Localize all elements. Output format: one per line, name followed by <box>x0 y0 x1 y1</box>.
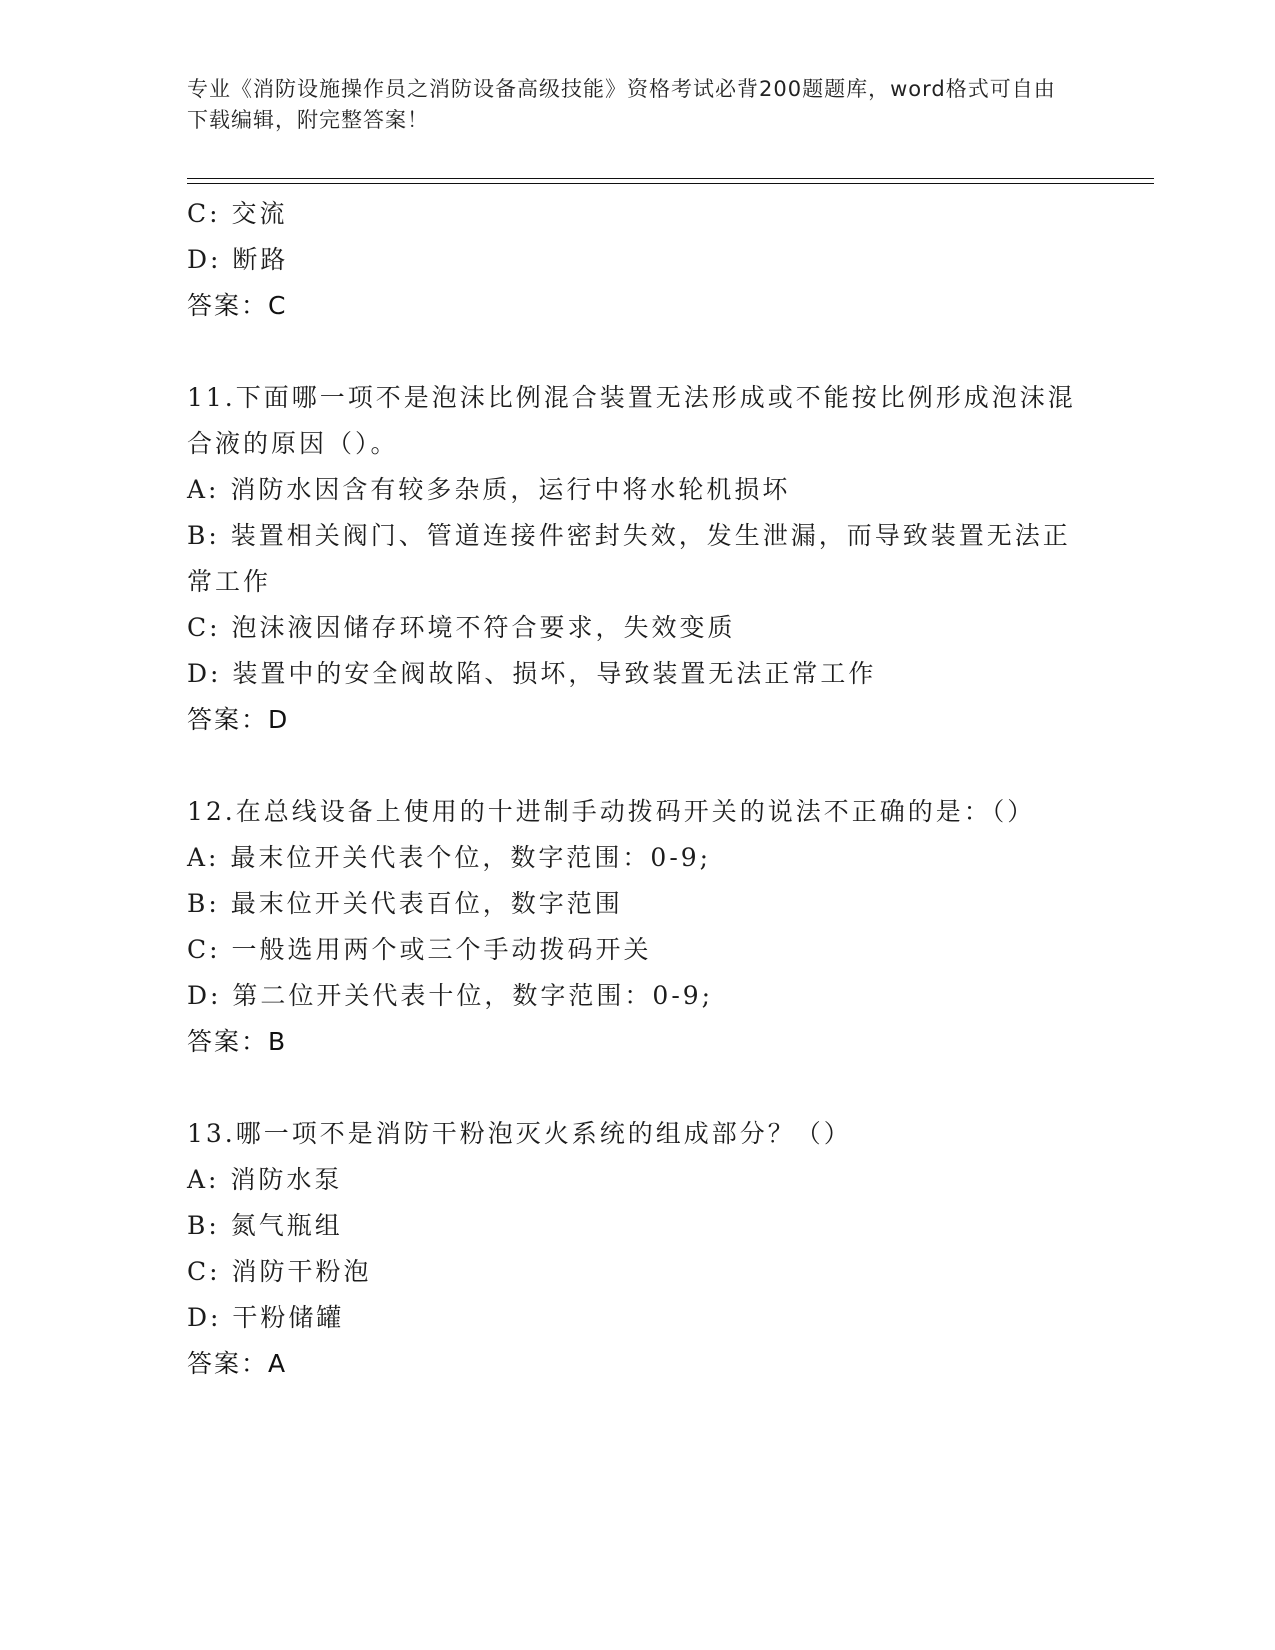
option-c: C: 消防干粉泡 <box>187 1257 372 1286</box>
document-header-title: 专业《消防设施操作员之消防设备高级技能》资格考试必背200题题库，word格式可自由下载编辑，附完整答案！ <box>187 77 1056 132</box>
option-b: B: 最末位开关代表百位，数字范围 <box>187 889 623 918</box>
question-12 <box>187 789 1077 1065</box>
question-11 <box>187 375 1077 743</box>
previous-question-tail <box>187 191 1077 329</box>
answer-line: 答案：A <box>187 1349 288 1378</box>
option-d: D: 断路 <box>187 245 289 274</box>
answer-line: 答案：D <box>187 705 290 734</box>
question-content <box>187 191 1077 1387</box>
option-c: C: 交流 <box>187 199 288 228</box>
question-13 <box>187 1111 1077 1387</box>
answer-line: 答案：B <box>187 1027 288 1056</box>
option-c: C: 一般选用两个或三个手动拨码开关 <box>187 935 652 964</box>
option-a: A: 消防水泵 <box>187 1165 343 1194</box>
option-d: D: 装置中的安全阀故陷、损坏，导致装置无法正常工作 <box>187 659 877 688</box>
header-divider-top <box>187 178 1154 179</box>
question-stem: 12.在总线设备上使用的十进制手动拨码开关的说法不正确的是：（） <box>187 797 1036 826</box>
option-b: B: 氮气瓶组 <box>187 1211 343 1240</box>
option-a: A: 最末位开关代表个位，数字范围：0-9; <box>187 843 712 872</box>
answer-line: 答案：C <box>187 291 288 320</box>
question-stem: 11.下面哪一项不是泡沫比例混合装置无法形成或不能按比例形成泡沫混合液的原因（）。 <box>187 383 1076 458</box>
option-b: B: 装置相关阀门、管道连接件密封失效，发生泄漏，而导致装置无法正常工作 <box>187 521 1071 596</box>
option-d: D: 干粉储罐 <box>187 1303 345 1332</box>
header-divider-bottom <box>187 183 1154 184</box>
question-stem: 13.哪一项不是消防干粉泡灭火系统的组成部分？（） <box>187 1119 852 1148</box>
option-a: A: 消防水因含有较多杂质，运行中将水轮机损坏 <box>187 475 791 504</box>
option-d: D: 第二位开关代表十位，数字范围：0-9; <box>187 981 714 1010</box>
option-c: C: 泡沫液因储存环境不符合要求，失效变质 <box>187 613 736 642</box>
